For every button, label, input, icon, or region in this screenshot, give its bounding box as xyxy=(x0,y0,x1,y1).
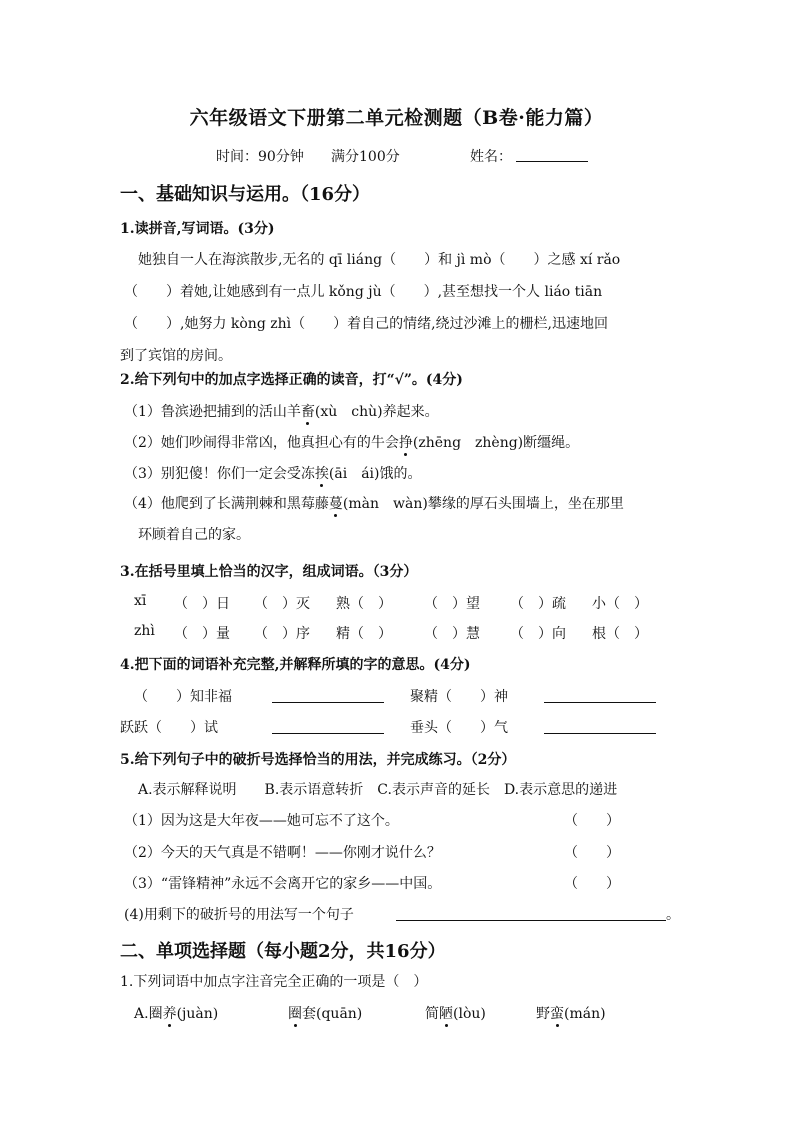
q2-item-4-cont: 环顾着自己的家。 xyxy=(138,527,250,543)
dotted-char: 蛮 xyxy=(550,1003,564,1023)
dotted-char: 畜 xyxy=(301,401,315,421)
time-info: 时间：90分钟 xyxy=(216,149,304,165)
page-title: 六年级语文下册第二单元检测题（B卷·能力篇） xyxy=(189,107,604,129)
q3-word: （ ）向 xyxy=(510,626,566,642)
section-2-heading: 二、单项选择题（每小题2分，共16分） xyxy=(120,941,446,962)
answer-line[interactable] xyxy=(396,919,666,921)
q1-line-2: （ ）着她,让她感到有一点儿 kǒng jù（ ）,甚至想找一个人 liáo tiān xyxy=(124,284,603,300)
q1-line-3: （ ）,她努力 kòng zhì（ ）着自己的情绪,绕过沙滩上的栅栏,迅速地回 xyxy=(124,316,609,332)
q3-word: 小（ ） xyxy=(592,596,648,612)
dotted-char: 挨 xyxy=(315,463,329,483)
name-label: 姓名： xyxy=(470,149,512,165)
q5-item-4: (4)用剩下的破折号的用法写一个句子 xyxy=(124,907,354,923)
section-1-heading: 一、基础知识与运用。（16分） xyxy=(120,184,371,205)
q4-item-2: 聚精（ ）神 xyxy=(410,689,508,705)
q1-line-4: 到了宾馆的房间。 xyxy=(120,348,232,364)
option-a: A.圈养(juàn) xyxy=(134,1003,218,1023)
q3-word: （ ）疏 xyxy=(510,596,566,612)
q2-title: 2.给下列句中的加点字选择正确的读音，打“√”。(4分) xyxy=(120,372,463,388)
answer-line[interactable] xyxy=(272,701,384,703)
q3-word: （ ）灭 xyxy=(254,596,310,612)
answer-paren[interactable]: （ ） xyxy=(564,813,620,829)
q4-item-3: 跃跃（ ）试 xyxy=(120,720,218,736)
q5-item-1: （1）因为这是大年夜——她可忘不了这个。 xyxy=(124,813,399,829)
q3-word: 根（ ） xyxy=(592,626,648,642)
q3-word: 精（ ） xyxy=(336,626,392,642)
q1-line-1: 她独自一人在海滨散步,无名的 qī liáng（ ）和 jì mò（ ）之感 xí rǎo xyxy=(138,252,621,268)
answer-line[interactable] xyxy=(544,732,656,734)
q3-pinyin-1: xī xyxy=(134,593,147,609)
name-blank[interactable] xyxy=(516,160,588,162)
q3-word: （ ）量 xyxy=(174,626,230,642)
s2-q1-title: 1.下列词语中加点字注音完全正确的一项是（ ） xyxy=(120,974,428,990)
q3-word: （ ）日 xyxy=(174,596,230,612)
score-info: 满分100分 xyxy=(331,149,400,165)
q3-word: 熟（ ） xyxy=(336,596,392,612)
option-word: 圈套(quān) xyxy=(288,1003,362,1023)
q2-item-2: （2）她们吵闹得非常凶，他真担心有的牛会挣(zhēng zhèng)断缰绳。 xyxy=(124,432,579,452)
dotted-char: 挣 xyxy=(399,432,413,452)
q5-options: A.表示解释说明 B.表示语意转折 C.表示声音的延长 D.表示意思的递进 xyxy=(138,782,618,798)
option-word: 野蛮(mán) xyxy=(536,1003,606,1023)
q4-item-4: 垂头（ ）气 xyxy=(410,720,508,736)
dotted-char: 蔓 xyxy=(329,493,343,513)
dotted-char: 养 xyxy=(163,1003,177,1023)
answer-paren[interactable]: （ ） xyxy=(564,845,620,861)
q5-end-mark: 。 xyxy=(666,907,680,923)
q5-item-3: （3）“雷锋精神”永远不会离开它的家乡——中国。 xyxy=(124,876,442,892)
q4-title: 4.把下面的词语补充完整,并解释所填的字的意思。(4分) xyxy=(120,657,471,673)
dotted-char: 陋 xyxy=(439,1003,453,1023)
answer-paren[interactable]: （ ） xyxy=(564,876,620,892)
option-word: 简陋(lòu) xyxy=(425,1003,486,1023)
q2-item-4: （4）他爬到了长满荆棘和黑莓藤蔓(màn wàn)攀缘的厚石头围墙上，坐在那里 xyxy=(124,493,624,513)
q3-pinyin-2: zhì xyxy=(134,623,155,639)
q3-word: （ ）慧 xyxy=(424,626,480,642)
answer-line[interactable] xyxy=(544,701,656,703)
q3-title: 3.在括号里填上恰当的汉字，组成词语。（3分） xyxy=(120,564,418,580)
q2-item-3: （3）别犯傻！你们一定会受冻挨(āi ái)饿的。 xyxy=(124,463,422,483)
q1-title: 1.读拼音,写词语。(3分) xyxy=(120,221,275,237)
q2-item-1: （1）鲁滨逊把捕到的活山羊畜(xù chù)养起来。 xyxy=(124,401,439,421)
q4-item-1: （ ）知非福 xyxy=(134,689,232,705)
answer-line[interactable] xyxy=(272,732,384,734)
dotted-char: 圈 xyxy=(288,1003,302,1023)
q3-word: （ ）望 xyxy=(424,596,480,612)
q3-word: （ ）序 xyxy=(254,626,310,642)
q5-item-2: （2）今天的天气真是不错啊！——你刚才说什么？ xyxy=(124,845,441,861)
q5-title: 5.给下列句子中的破折号选择恰当的用法，并完成练习。（2分） xyxy=(120,752,516,768)
